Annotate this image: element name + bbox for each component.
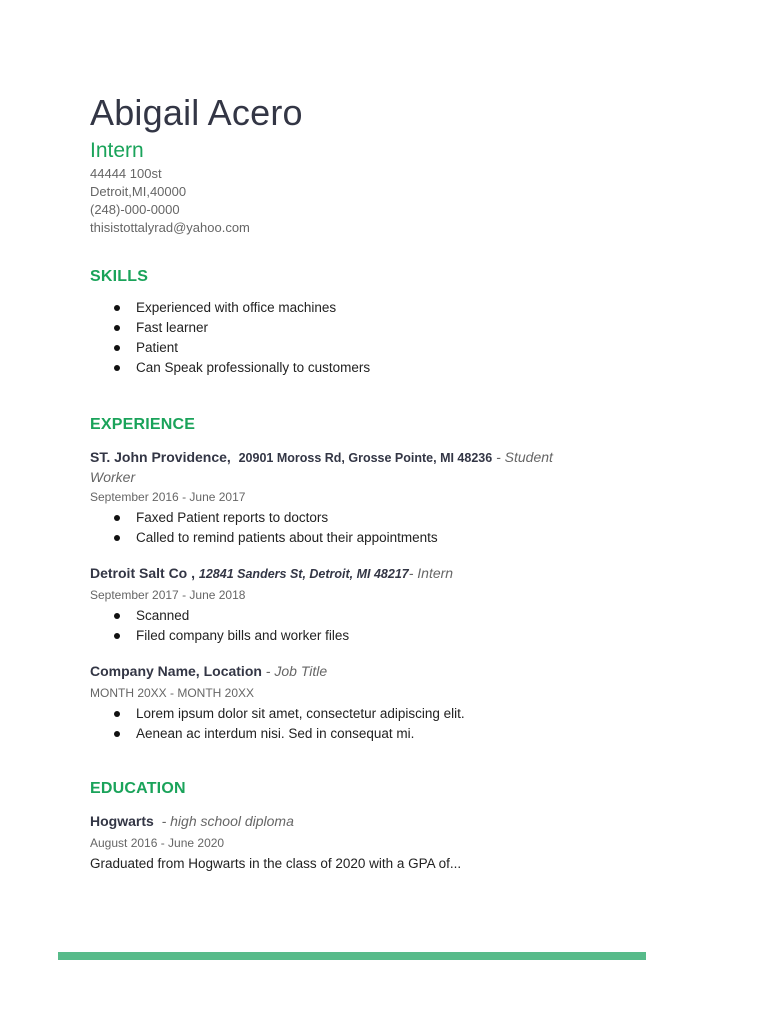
bullet-icon: [114, 305, 120, 311]
experience-bullets: [110, 606, 349, 646]
email-address: thisistottalyrad@yahoo.com: [90, 220, 250, 235]
separator: -: [492, 449, 505, 465]
education-heading: EDUCATION: [90, 780, 186, 797]
separator: -: [261, 663, 275, 679]
list-item: Can Speak professionally to customers: [110, 358, 370, 378]
experience-entry-header: [90, 662, 560, 681]
bullet-icon: [114, 515, 120, 521]
bullet-icon: [114, 731, 120, 737]
skills-list: [110, 298, 370, 378]
experience-heading: EXPERIENCE: [90, 416, 196, 433]
experience-bullets: [110, 704, 465, 744]
skills-heading: SKILLS: [90, 268, 149, 285]
organization-address: 12841 Sanders St, Detroit, MI 48217: [198, 567, 409, 581]
job-title: Intern: [417, 565, 454, 581]
education-description: Graduated from Hogwarts in the class of 2020 with a GPA of...: [90, 856, 462, 871]
contact-info: [90, 165, 250, 237]
candidate-name: Abigail Acero: [90, 92, 303, 133]
list-item: Experienced with office machines: [110, 298, 370, 318]
education-entry-header: [90, 812, 560, 831]
employment-dates: MONTH 20XX - MONTH 20XX: [90, 686, 255, 700]
address-line-1: 44444 100st: [90, 166, 162, 181]
school-name: Hogwarts: [90, 813, 154, 829]
address-line-2: Detroit,MI,40000: [90, 184, 187, 199]
experience-entry-header: [90, 564, 560, 584]
separator: -: [408, 565, 418, 581]
experience-bullets: [110, 508, 438, 548]
bullet-icon: [114, 633, 120, 639]
job-title: Job Title: [274, 663, 328, 679]
organization-name: Detroit Salt Co ,: [90, 565, 196, 581]
bullet-icon: [114, 325, 120, 331]
list-item: Fast learner: [110, 318, 370, 338]
experience-entry-header: [90, 448, 560, 487]
education-dates: August 2016 - June 2020: [90, 836, 225, 850]
bullet-icon: [114, 345, 120, 351]
bullet-icon: [114, 711, 120, 717]
organization-address: 20901 Moross Rd, Grosse Pointe, MI 48236: [238, 451, 493, 465]
list-item: Patient: [110, 338, 370, 358]
organization-name: Company Name, Location: [90, 663, 262, 679]
bullet-icon: [114, 365, 120, 371]
footer-accent-bar: [58, 952, 646, 960]
phone-number: (248)-000-0000: [90, 202, 180, 217]
separator: -: [157, 813, 171, 829]
list-item: Scanned: [110, 606, 349, 626]
list-item: Aenean ac interdum nisi. Sed in consequat mi.: [110, 724, 465, 744]
degree: high school diploma: [170, 813, 294, 829]
organization-name: ST. John Providence,: [90, 449, 231, 465]
job-title: Student Worker: [90, 449, 553, 485]
employment-dates: September 2016 - June 2017: [90, 490, 246, 504]
candidate-role: Intern: [90, 139, 144, 162]
bullet-icon: [114, 613, 120, 619]
employment-dates: September 2017 - June 2018: [90, 588, 246, 602]
list-item: Called to remind patients about their appointments: [110, 528, 438, 548]
list-item: Faxed Patient reports to doctors: [110, 508, 438, 528]
list-item: Lorem ipsum dolor sit amet, consectetur adipiscing elit.: [110, 704, 465, 724]
list-item: Filed company bills and worker files: [110, 626, 349, 646]
bullet-icon: [114, 535, 120, 541]
